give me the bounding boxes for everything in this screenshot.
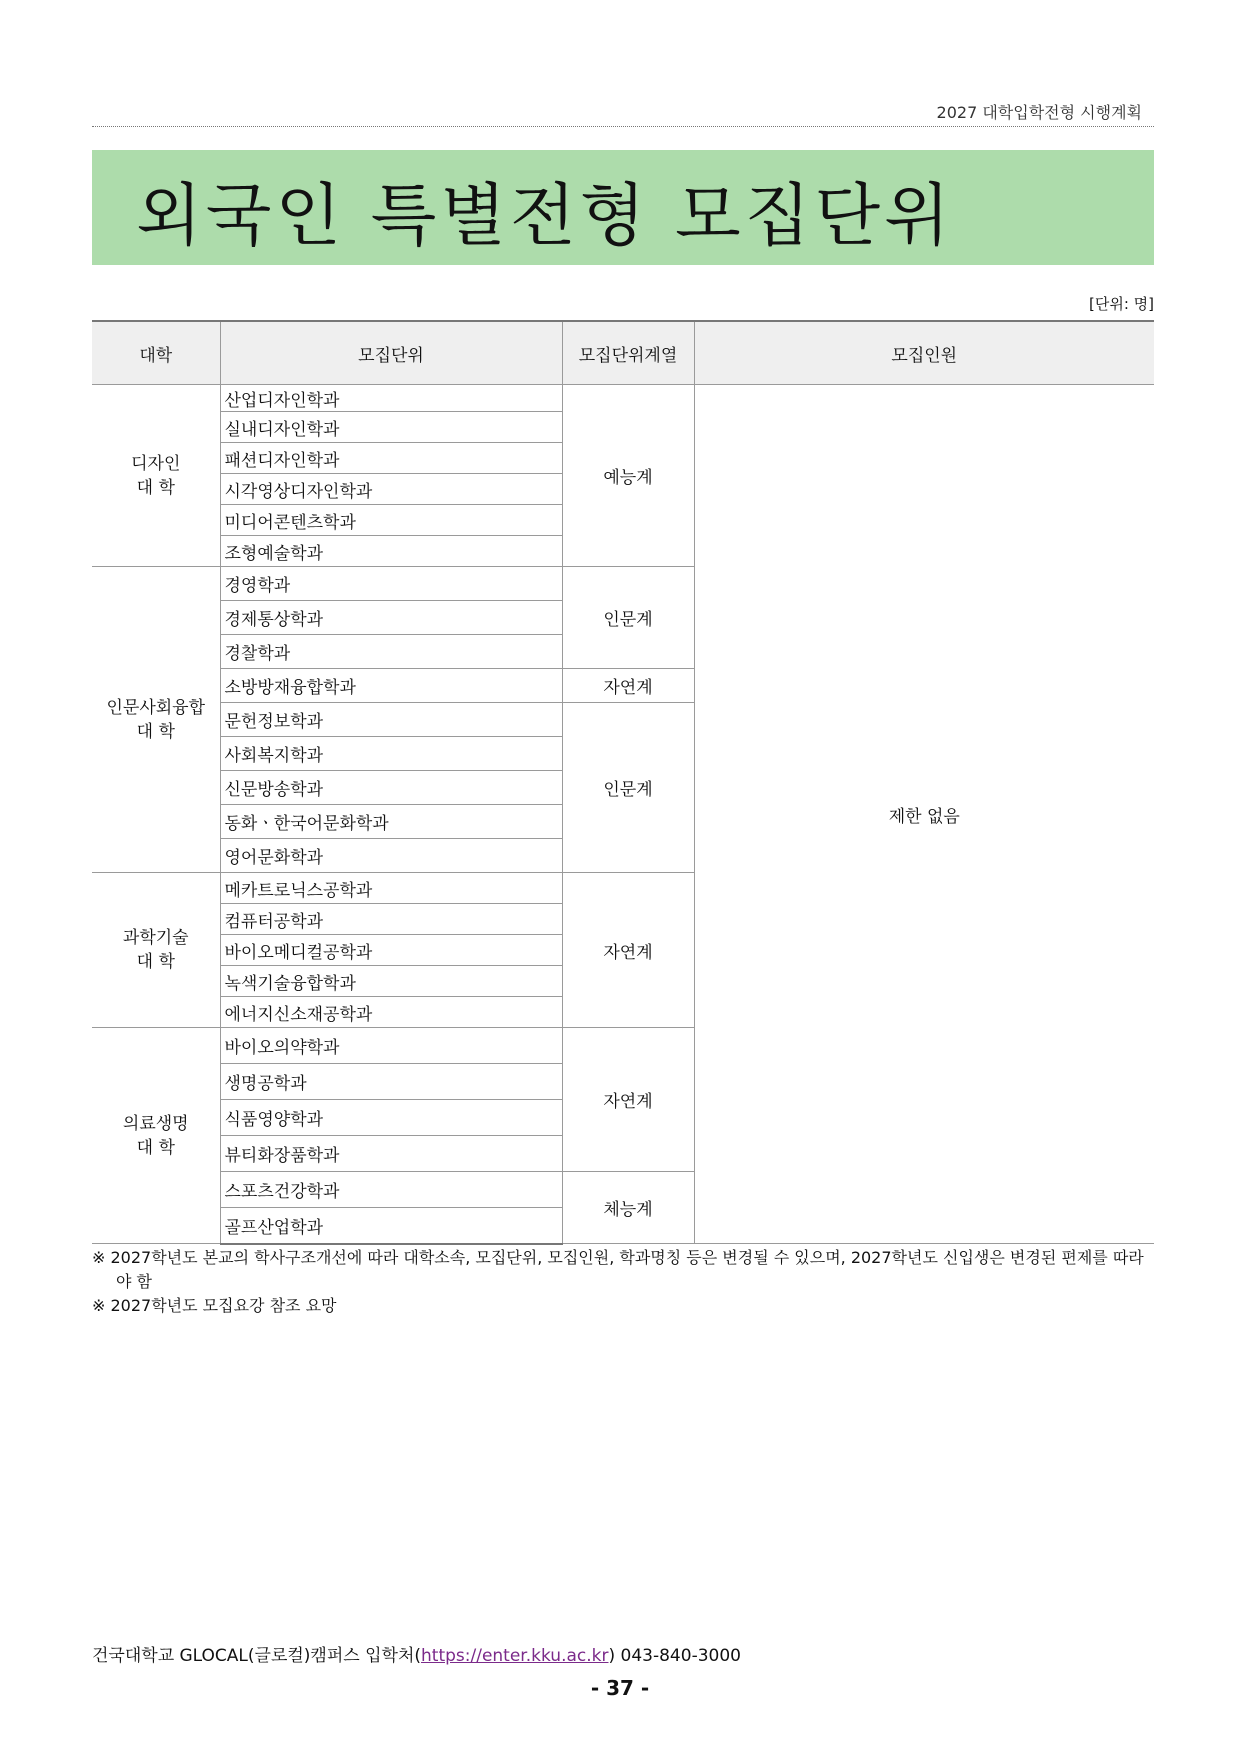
admissions-link[interactable]: https://enter.kku.ac.kr — [421, 1646, 609, 1666]
unit-note: [단위: 명] — [1089, 295, 1154, 313]
title-banner — [92, 150, 1154, 265]
field-cell: 자연계 — [562, 669, 694, 703]
major-cell: 시각영상디자인학과 — [220, 474, 562, 505]
footer-prefix: 건국대학교 GLOCAL(글로컬)캠퍼스 입학처( — [92, 1646, 422, 1666]
notes — [92, 1246, 1154, 1318]
major-cell: 에너지신소재공학과 — [220, 997, 562, 1028]
page-title: 외국인 특별전형 모집단위 — [136, 177, 954, 256]
college-cell — [92, 1028, 220, 1244]
major-cell: 경영학과 — [220, 567, 562, 601]
header-college: 대학 — [92, 321, 220, 385]
major-cell: 경제통상학과 — [220, 601, 562, 635]
college-name: 디자인 — [131, 453, 181, 474]
table-row — [92, 385, 1154, 412]
recruitment-table-container — [92, 320, 1154, 1245]
major-cell: 산업디자인학과 — [220, 385, 562, 412]
major-cell: 생명공학과 — [220, 1064, 562, 1100]
field-cell: 예능계 — [562, 385, 694, 567]
note-item: ※ 2027학년도 본교의 학사구조개선에 따라 대학소속, 모집단위, 모집인원, 학과명칭 등은 변경될 수 있으며, 2027학년도 신입생은 변경된 편제를 따라야 함 — [92, 1248, 1144, 1291]
major-cell: 컴퓨터공학과 — [220, 904, 562, 935]
major-cell: 실내디자인학과 — [220, 412, 562, 443]
major-cell: 바이오의약학과 — [220, 1028, 562, 1064]
college-suffix: 대 학 — [136, 477, 175, 498]
college-cell — [92, 567, 220, 873]
field-cell: 자연계 — [562, 873, 694, 1028]
major-cell: 식품영양학과 — [220, 1100, 562, 1136]
major-cell: 영어문화학과 — [220, 839, 562, 873]
major-cell: 녹색기술융합학과 — [220, 966, 562, 997]
field-cell: 인문계 — [562, 703, 694, 873]
major-cell: 미디어콘텐츠학과 — [220, 505, 562, 536]
major-cell: 사회복지학과 — [220, 737, 562, 771]
field-cell: 자연계 — [562, 1028, 694, 1172]
major-cell: 소방방재융합학과 — [220, 669, 562, 703]
major-cell: 경찰학과 — [220, 635, 562, 669]
recruitment-table — [92, 320, 1154, 1245]
major-cell: 문헌정보학과 — [220, 703, 562, 737]
quota-cell: 제한 없음 — [694, 385, 1154, 1244]
major-cell: 조형예술학과 — [220, 536, 562, 567]
field-cell: 인문계 — [562, 567, 694, 669]
college-suffix: 대 학 — [136, 1137, 175, 1158]
footer-suffix: ) 043-840-3000 — [608, 1646, 741, 1666]
header-field: 모집단위계열 — [562, 321, 694, 385]
college-suffix: 대 학 — [136, 952, 175, 972]
major-cell: 골프산업학과 — [220, 1208, 562, 1244]
field-cell: 체능계 — [562, 1172, 694, 1244]
college-name: 인문사회융합 — [106, 697, 206, 718]
header-major: 모집단위 — [220, 321, 562, 385]
table-header-row — [92, 321, 1154, 385]
college-name: 의료생명 — [122, 1113, 189, 1134]
college-cell — [92, 385, 220, 567]
college-name: 과학기술 — [122, 928, 189, 948]
header-quota: 모집인원 — [694, 321, 1154, 385]
major-cell: 메카트로닉스공학과 — [220, 873, 562, 904]
running-header — [92, 96, 1154, 127]
college-cell — [92, 873, 220, 1028]
college-suffix: 대 학 — [136, 721, 175, 742]
major-cell: 패션디자인학과 — [220, 443, 562, 474]
major-cell: 바이오메디컬공학과 — [220, 935, 562, 966]
major-cell: 신문방송학과 — [220, 771, 562, 805]
running-header-text: 2027 대학입학전형 시행계획 — [936, 103, 1142, 122]
major-cell: 뷰티화장품학과 — [220, 1136, 562, 1172]
major-cell: 스포츠건강학과 — [220, 1172, 562, 1208]
major-cell: 동화ㆍ한국어문화학과 — [220, 805, 562, 839]
page-number: - 37 - — [590, 1676, 650, 1700]
footer-contact — [92, 1641, 741, 1666]
note-item: ※ 2027학년도 모집요강 참조 요망 — [92, 1296, 337, 1315]
